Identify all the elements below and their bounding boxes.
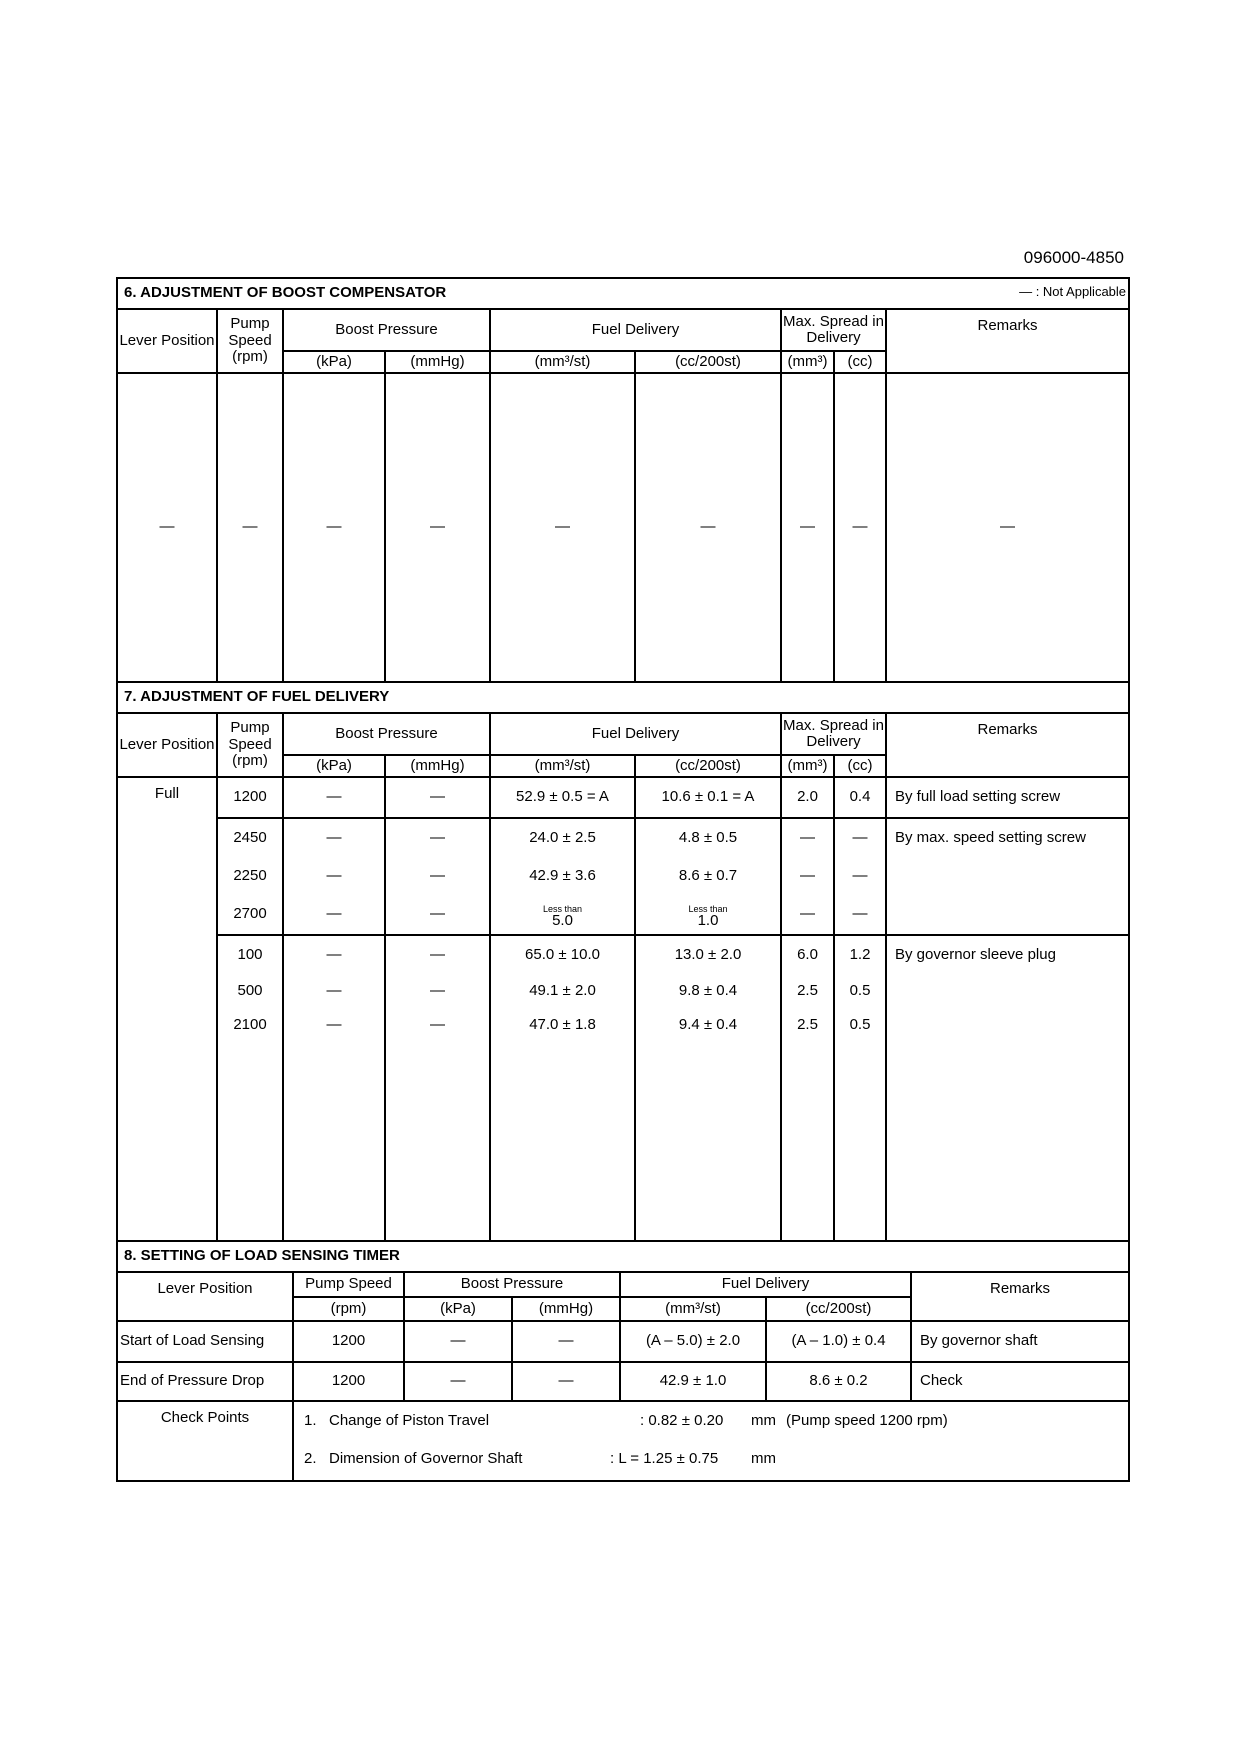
- section7-title: 7. ADJUSTMENT OF FUEL DELIVERY: [117, 682, 1129, 713]
- cell-mmhg: — — —: [385, 935, 490, 1241]
- cell-kpa: —: [404, 1321, 512, 1362]
- header-pump-speed: Pump Speed (rpm): [217, 309, 283, 373]
- unit-mm3-st: (mm³/st): [620, 1297, 766, 1321]
- cell-remarks: By max. speed setting screw: [886, 818, 1129, 935]
- header-remarks: Remarks: [911, 1272, 1129, 1321]
- section8-title: 8. SETTING OF LOAD SENSING TIMER: [117, 1241, 1129, 1272]
- table-row-group: [117, 818, 1129, 935]
- unit-cc: (cc): [834, 351, 886, 373]
- check-points-row: [117, 1401, 1129, 1481]
- cell-label: End of Pressure Drop: [117, 1362, 293, 1401]
- not-applicable-note: — : Not Applicable: [1019, 284, 1127, 300]
- unit-kpa: (kPa): [404, 1297, 512, 1321]
- table-row-group: [117, 935, 1129, 1241]
- header-boost-pressure: Boost Pressure: [283, 309, 490, 351]
- header-fuel-delivery: Fuel Delivery: [490, 713, 781, 755]
- cell-spread-cc: 0.4: [834, 777, 886, 818]
- section6-data-row: [117, 373, 1129, 682]
- cell-mm3: 52.9 ± 0.5 = A: [490, 777, 635, 818]
- unit-cc-200st: (cc/200st): [635, 351, 781, 373]
- unit-mm3-st: (mm³/st): [490, 351, 635, 373]
- unit-mmhg: (mmHg): [385, 755, 490, 777]
- cell-rpm: 100 500 2100: [217, 935, 283, 1241]
- unit-mm3: (mm³): [781, 351, 834, 373]
- cell-remarks: By governor shaft: [911, 1321, 1129, 1362]
- cell-spread-mm3: 2.0: [781, 777, 834, 818]
- cell-label: Start of Load Sensing: [117, 1321, 293, 1362]
- cell-remarks: By full load setting screw: [886, 777, 1129, 818]
- lever-position-full: Full: [117, 777, 217, 1241]
- header-lever-position: Lever Position: [117, 713, 217, 777]
- cell-cc: 4.8 ± 0.5 8.6 ± 0.7 Less than 1.0: [635, 818, 781, 935]
- unit-kpa: (kPa): [283, 755, 385, 777]
- section8-table: [116, 1240, 1130, 1482]
- cell: —: [217, 373, 283, 682]
- cell-mm3: (A – 5.0) ± 2.0: [620, 1321, 766, 1362]
- cell-rpm: 1200: [293, 1321, 404, 1362]
- check-point-2: 2. Dimension of Governor Shaft : L = 1.25 ± 0.75 mm: [304, 1450, 776, 1467]
- cell-mm3: 65.0 ± 10.0 49.1 ± 2.0 47.0 ± 1.8: [490, 935, 635, 1241]
- cell-mmhg: —: [385, 777, 490, 818]
- cell-remarks: Check: [911, 1362, 1129, 1401]
- unit-kpa: (kPa): [283, 351, 385, 373]
- cell: —: [635, 373, 781, 682]
- cell-rpm: 1200: [217, 777, 283, 818]
- table-row: [117, 777, 1129, 818]
- unit-cc: (cc): [834, 755, 886, 777]
- table-row: [117, 1321, 1129, 1362]
- section6-table: [116, 277, 1130, 1242]
- header-fuel-delivery: Fuel Delivery: [620, 1272, 911, 1297]
- header-pump-speed: Pump Speed: [293, 1272, 404, 1297]
- spec-sheet: [116, 277, 1128, 1494]
- unit-cc-200st: (cc/200st): [766, 1297, 911, 1321]
- cell-cc: (A – 1.0) ± 0.4: [766, 1321, 911, 1362]
- header-fuel-delivery: Fuel Delivery: [490, 309, 781, 351]
- cell-kpa: —: [283, 777, 385, 818]
- check-points-label: Check Points: [117, 1401, 293, 1481]
- cell: —: [385, 373, 490, 682]
- cell-spread-mm3: 6.0 2.5 2.5: [781, 935, 834, 1241]
- cell-spread-cc: 1.2 0.5 0.5: [834, 935, 886, 1241]
- document-number: 096000-4850: [1023, 248, 1124, 267]
- cell: —: [283, 373, 385, 682]
- cell-mmhg: —: [512, 1321, 620, 1362]
- cell-rpm: 1200: [293, 1362, 404, 1401]
- cell: —: [117, 373, 217, 682]
- less-than-label: Less than: [542, 904, 583, 914]
- cell: —: [834, 373, 886, 682]
- section6-title: 6. ADJUSTMENT OF BOOST COMPENSATOR — : Not Applicable: [117, 278, 1129, 309]
- cell: —: [490, 373, 635, 682]
- cell-mmhg: —: [512, 1362, 620, 1401]
- header-remarks: Remarks: [886, 713, 1129, 777]
- cell-spread-mm3: — — —: [781, 818, 834, 935]
- header-lever-position: Lever Position: [117, 309, 217, 373]
- unit-cc-200st: (cc/200st): [635, 755, 781, 777]
- unit-mmhg: (mmHg): [512, 1297, 620, 1321]
- cell-mm3: 42.9 ± 1.0: [620, 1362, 766, 1401]
- cell-cc: 13.0 ± 2.0 9.8 ± 0.4 9.4 ± 0.4: [635, 935, 781, 1241]
- cell-remarks: By governor sleeve plug: [886, 935, 1129, 1241]
- header-boost-pressure: Boost Pressure: [283, 713, 490, 755]
- unit-mm3: (mm³): [781, 755, 834, 777]
- check-points-list: [293, 1401, 1129, 1481]
- header-pump-speed: Pump Speed (rpm): [217, 713, 283, 777]
- header-max-spread: Max. Spread in Delivery: [781, 713, 886, 755]
- unit-rpm: (rpm): [293, 1297, 404, 1321]
- header-lever-position: Lever Position: [117, 1272, 293, 1321]
- unit-mmhg: (mmHg): [385, 351, 490, 373]
- table-row: [117, 1362, 1129, 1401]
- unit-mm3-st: (mm³/st): [490, 755, 635, 777]
- cell: —: [886, 373, 1129, 682]
- cell-mmhg: — — —: [385, 818, 490, 935]
- cell-cc: 8.6 ± 0.2: [766, 1362, 911, 1401]
- cell-spread-cc: — — —: [834, 818, 886, 935]
- check-point-1: 1. Change of Piston Travel : 0.82 ± 0.20 mm (Pump speed 1200 rpm): [304, 1412, 948, 1429]
- less-than-label: Less than: [688, 904, 728, 914]
- cell-cc: 10.6 ± 0.1 = A: [635, 777, 781, 818]
- header-boost-pressure: Boost Pressure: [404, 1272, 620, 1297]
- cell-kpa: — — —: [283, 935, 385, 1241]
- cell: —: [781, 373, 834, 682]
- cell-kpa: —: [404, 1362, 512, 1401]
- header-max-spread: Max. Spread in Delivery: [781, 309, 886, 351]
- cell-kpa: — — —: [283, 818, 385, 935]
- cell-mm3: 24.0 ± 2.5 42.9 ± 3.6 Less than 5.0: [490, 818, 635, 935]
- header-remarks: Remarks: [886, 309, 1129, 373]
- cell-rpm: 2450 2250 2700: [217, 818, 283, 935]
